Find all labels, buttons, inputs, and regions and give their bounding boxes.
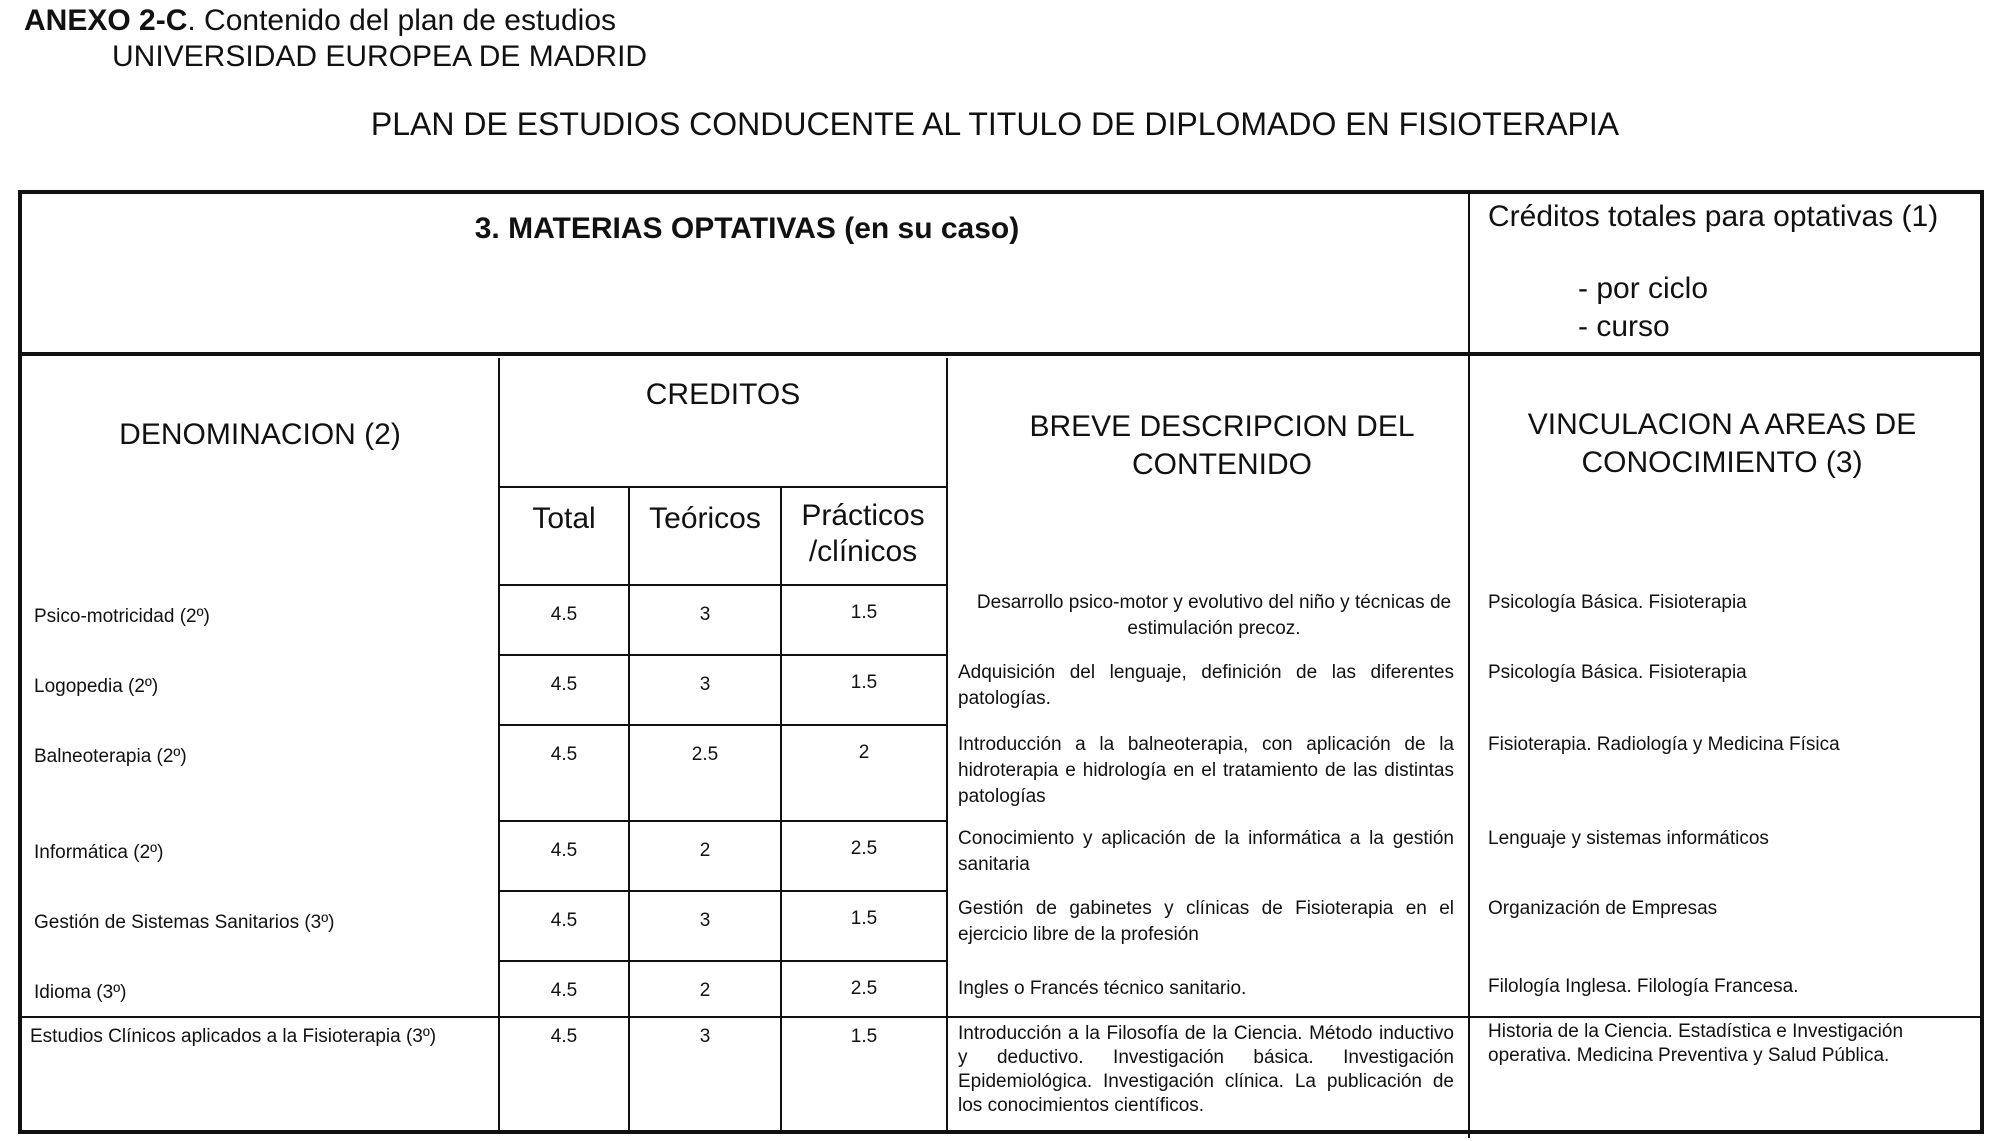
row-4-total: 4.5	[550, 840, 578, 861]
row-6-practicos: 2.5	[850, 978, 878, 999]
col-vinculacion: VINCULACION A AREAS DE CONOCIMIENTO (3)	[1527, 408, 1917, 479]
row-7-total: 4.5	[550, 1026, 578, 1047]
credits-total-label: Créditos totales para optativas (1)	[1488, 200, 1939, 233]
annex-subtitle: . Contenido del plan de estudios	[187, 4, 617, 37]
row-6-desc: Ingles o Francés técnico sanitario.	[958, 978, 1247, 999]
divider	[498, 960, 946, 962]
divider	[22, 352, 1982, 356]
row-4-desc: Conocimiento y aplicación de la informática a la gestión sanitaria	[958, 828, 1454, 875]
row-7-teoricos: 3	[699, 1026, 711, 1047]
col-creditos: CREDITOS	[645, 378, 801, 411]
row-2-practicos: 1.5	[850, 672, 878, 693]
divider	[498, 724, 946, 726]
annex-heading	[24, 4, 616, 38]
row-5-teoricos: 3	[699, 910, 711, 931]
row-4-area: Lenguaje y sistemas informáticos	[1488, 828, 1769, 849]
optional-subjects-table	[18, 190, 1984, 1134]
curso-label: - curso	[1578, 310, 1670, 343]
col-total: Total	[532, 502, 596, 535]
row-6-teoricos: 2	[699, 980, 711, 1001]
row-3-teoricos: 2.5	[691, 744, 719, 765]
row-2-name: Logopedia (2º)	[34, 676, 159, 697]
row-1-area: Psicología Básica. Fisioterapia	[1488, 592, 1747, 613]
divider	[498, 654, 946, 656]
row-3-area: Fisioterapia. Radiología y Medicina Física	[1488, 734, 1840, 755]
plan-title: PLAN DE ESTUDIOS CONDUCENTE AL TITULO DE DIPLOMADO EN FISIOTERAPIA	[370, 106, 1620, 142]
row-1-name: Psico-motricidad (2º)	[34, 606, 210, 627]
divider	[22, 1016, 1982, 1018]
row-5-practicos: 1.5	[850, 908, 878, 929]
row-2-desc: Adquisición del lenguaje, definición de las diferentes patologías.	[958, 662, 1454, 709]
col-practicos: Prácticos /clínicos	[801, 499, 925, 568]
row-2-total: 4.5	[550, 674, 578, 695]
por-ciclo-label: - por ciclo	[1578, 272, 1709, 305]
row-3-total: 4.5	[550, 744, 578, 765]
row-5-area: Organización de Empresas	[1488, 898, 1718, 919]
row-6-area: Filología Inglesa. Filología Francesa.	[1488, 976, 1799, 997]
divider	[498, 890, 946, 892]
row-5-name: Gestión de Sistemas Sanitarios (3º)	[34, 912, 335, 933]
annex-label: ANEXO 2-C	[24, 4, 188, 37]
row-7-name: Estudios Clínicos aplicados a la Fisioterapia (3º)	[30, 1026, 437, 1047]
row-3-practicos: 2	[858, 742, 870, 763]
divider	[498, 820, 946, 822]
divider	[1468, 194, 1470, 1138]
row-4-practicos: 2.5	[850, 838, 878, 859]
row-6-name: Idioma (3º)	[34, 982, 127, 1003]
row-5-desc: Gestión de gabinetes y clínicas de Fisioterapia en el ejercicio libre de la profesión	[958, 898, 1454, 945]
row-1-desc: Desarrollo psico-motor y evolutivo del niño y técnicas de estimulación precoz.	[976, 592, 1452, 639]
col-descripcion: BREVE DESCRIPCION DEL CONTENIDO	[1029, 410, 1415, 481]
row-3-name: Balneoterapia (2º)	[34, 746, 187, 767]
row-5-total: 4.5	[550, 910, 578, 931]
row-1-practicos: 1.5	[850, 602, 878, 623]
section-title: 3. MATERIAS OPTATIVAS (en su caso)	[474, 212, 1020, 245]
row-1-total: 4.5	[550, 604, 578, 625]
row-6-total: 4.5	[550, 980, 578, 1001]
row-4-name: Informática (2º)	[34, 842, 164, 863]
row-3-desc: Introducción a la balneoterapia, con aplicación de la hidroterapia e hidrología en el tratamiento de las distintas patologías	[958, 734, 1454, 807]
row-7-desc: Introducción a la Filosofía de la Ciencia. Método inductivo y deductivo. Investigación básica. Investigación Epidemiológica. Investigación clínica. La publicación de los conocimientos científicos.	[958, 1023, 1454, 1116]
university-name: UNIVERSIDAD EUROPEA DE MADRID	[112, 40, 648, 73]
col-teoricos: Teóricos	[649, 502, 761, 535]
row-1-teoricos: 3	[699, 604, 711, 625]
divider	[498, 486, 946, 488]
row-4-teoricos: 2	[699, 840, 711, 861]
row-7-practicos: 1.5	[850, 1026, 878, 1047]
divider	[498, 584, 946, 586]
row-2-teoricos: 3	[699, 674, 711, 695]
row-7-area: Historia de la Ciencia. Estadística e Investigación operativa. Medicina Preventiva y Salud Pública.	[1488, 1021, 1904, 1066]
col-denominacion: DENOMINACION (2)	[119, 418, 401, 451]
row-2-area: Psicología Básica. Fisioterapia	[1488, 662, 1747, 683]
